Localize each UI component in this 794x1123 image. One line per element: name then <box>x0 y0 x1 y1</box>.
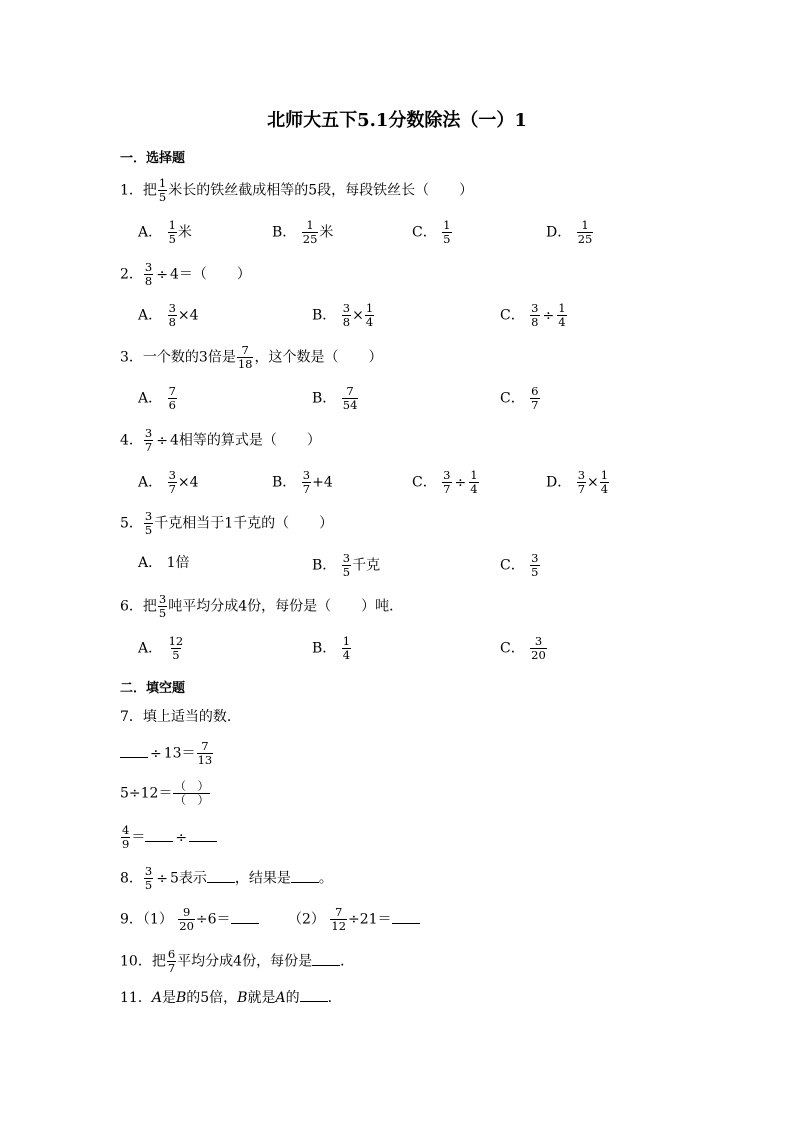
page-title: 北师大五下5.1分数除法（一）1 <box>267 110 527 131</box>
answer-blank[interactable] <box>231 909 259 924</box>
option-6b[interactable]: B． $\frac{1}{4}$ <box>312 634 351 662</box>
question-2: 2． $\frac{3}{8}$ ÷ 4＝（ ） <box>120 260 251 288</box>
option-2c[interactable]: C． $\frac{3}{8}$ ÷ $\frac{1}{4}$ <box>500 301 566 329</box>
option-2b[interactable]: B． $\frac{3}{8}$ × $\frac{1}{4}$ <box>312 301 374 329</box>
option-4d[interactable]: D． $\frac{3}{7}$ × $\frac{1}{4}$ <box>546 468 609 496</box>
option-5a[interactable]: A． 1倍 <box>138 555 190 571</box>
question-7-line-1: ÷ 13＝ $\frac{7}{13}$ <box>120 740 214 767</box>
question-4: 4． $\frac{3}{7}$ ÷ 4相等的算式是（ ） <box>120 426 321 454</box>
option-3a[interactable]: A． $\frac{7}{6}$ <box>138 384 176 412</box>
option-1a[interactable]: A． $\frac{1}{5}$ 米 <box>138 218 192 246</box>
question-8: 8． $\frac{3}{5}$ ÷ 5表示 ，结果是 。 <box>120 864 333 892</box>
option-3c[interactable]: C． $\frac{6}{7}$ <box>500 384 539 412</box>
option-4a[interactable]: A． $\frac{3}{7}$ ×4 <box>138 468 199 496</box>
question-3: 3．一个数的3倍是 $\frac{7}{18}$ ，这个数是（ ） <box>120 343 383 371</box>
option-1d[interactable]: D． $\frac{1}{25}$ <box>546 218 593 246</box>
question-7-line-2: 5÷12＝ $\frac{( )}{( )}$ <box>120 779 209 807</box>
option-6a[interactable]: A． $\frac{12}{5}$ <box>138 634 184 662</box>
answer-blank[interactable] <box>207 868 235 883</box>
question-7-line-3: $\frac{4}{9}$ ＝ ÷ <box>120 824 217 851</box>
question-9: 9．（1） $\frac{9}{20}$ ÷6＝ <box>120 906 259 933</box>
question-11: 11．A是B的5倍，B就是A的 ． <box>120 987 342 1009</box>
answer-blank[interactable] <box>145 827 173 842</box>
option-6c[interactable]: C． $\frac{3}{20}$ <box>500 634 546 662</box>
option-2a[interactable]: A． $\frac{3}{8}$ ×4 <box>138 301 199 329</box>
question-5: 5． $\frac{3}{5}$ 千克相当于1千克的（ ） <box>120 509 334 537</box>
question-10: 10．把 $\frac{6}{7}$ 平均分成4份，每份是 ． <box>120 947 355 975</box>
question-7: 7．填上适当的数． <box>120 709 241 725</box>
question-6: 6．把 $\frac{3}{5}$ 吨平均分成4份，每份是（ ）吨． <box>120 592 404 620</box>
answer-blank[interactable] <box>300 987 328 1002</box>
option-5c[interactable]: C． $\frac{3}{5}$ <box>500 551 539 579</box>
section-heading-choice: 一．选择题 <box>120 151 186 166</box>
question-9-part-2: （2） $\frac{7}{12}$ ÷21＝ <box>288 906 420 933</box>
answer-blank[interactable] <box>189 827 217 842</box>
option-4c[interactable]: C． $\frac{3}{7}$ ÷ $\frac{1}{4}$ <box>412 468 478 496</box>
section-heading-fill: 二．填空题 <box>120 681 186 696</box>
option-1b[interactable]: B． $\frac{1}{25}$ 米 <box>272 218 334 246</box>
answer-blank[interactable] <box>312 951 340 966</box>
answer-blank[interactable] <box>120 743 148 758</box>
option-3b[interactable]: B． $\frac{7}{54}$ <box>312 384 358 412</box>
answer-fraction-blank[interactable]: $\frac{( )}{( )}$ <box>174 779 209 807</box>
fraction: $\frac{1}{5}$ <box>158 176 167 204</box>
question-1: 1．把 $\frac{1}{5}$ 米长的铁丝截成相等的5段，每段铁丝长（ ） <box>120 176 474 204</box>
answer-blank[interactable] <box>392 909 420 924</box>
option-1c[interactable]: C． $\frac{1}{5}$ <box>412 218 451 246</box>
answer-blank[interactable] <box>291 868 319 883</box>
option-5b[interactable]: B． $\frac{3}{5}$ 千克 <box>312 551 381 579</box>
option-4b[interactable]: B． $\frac{3}{7}$ +4 <box>272 468 333 496</box>
